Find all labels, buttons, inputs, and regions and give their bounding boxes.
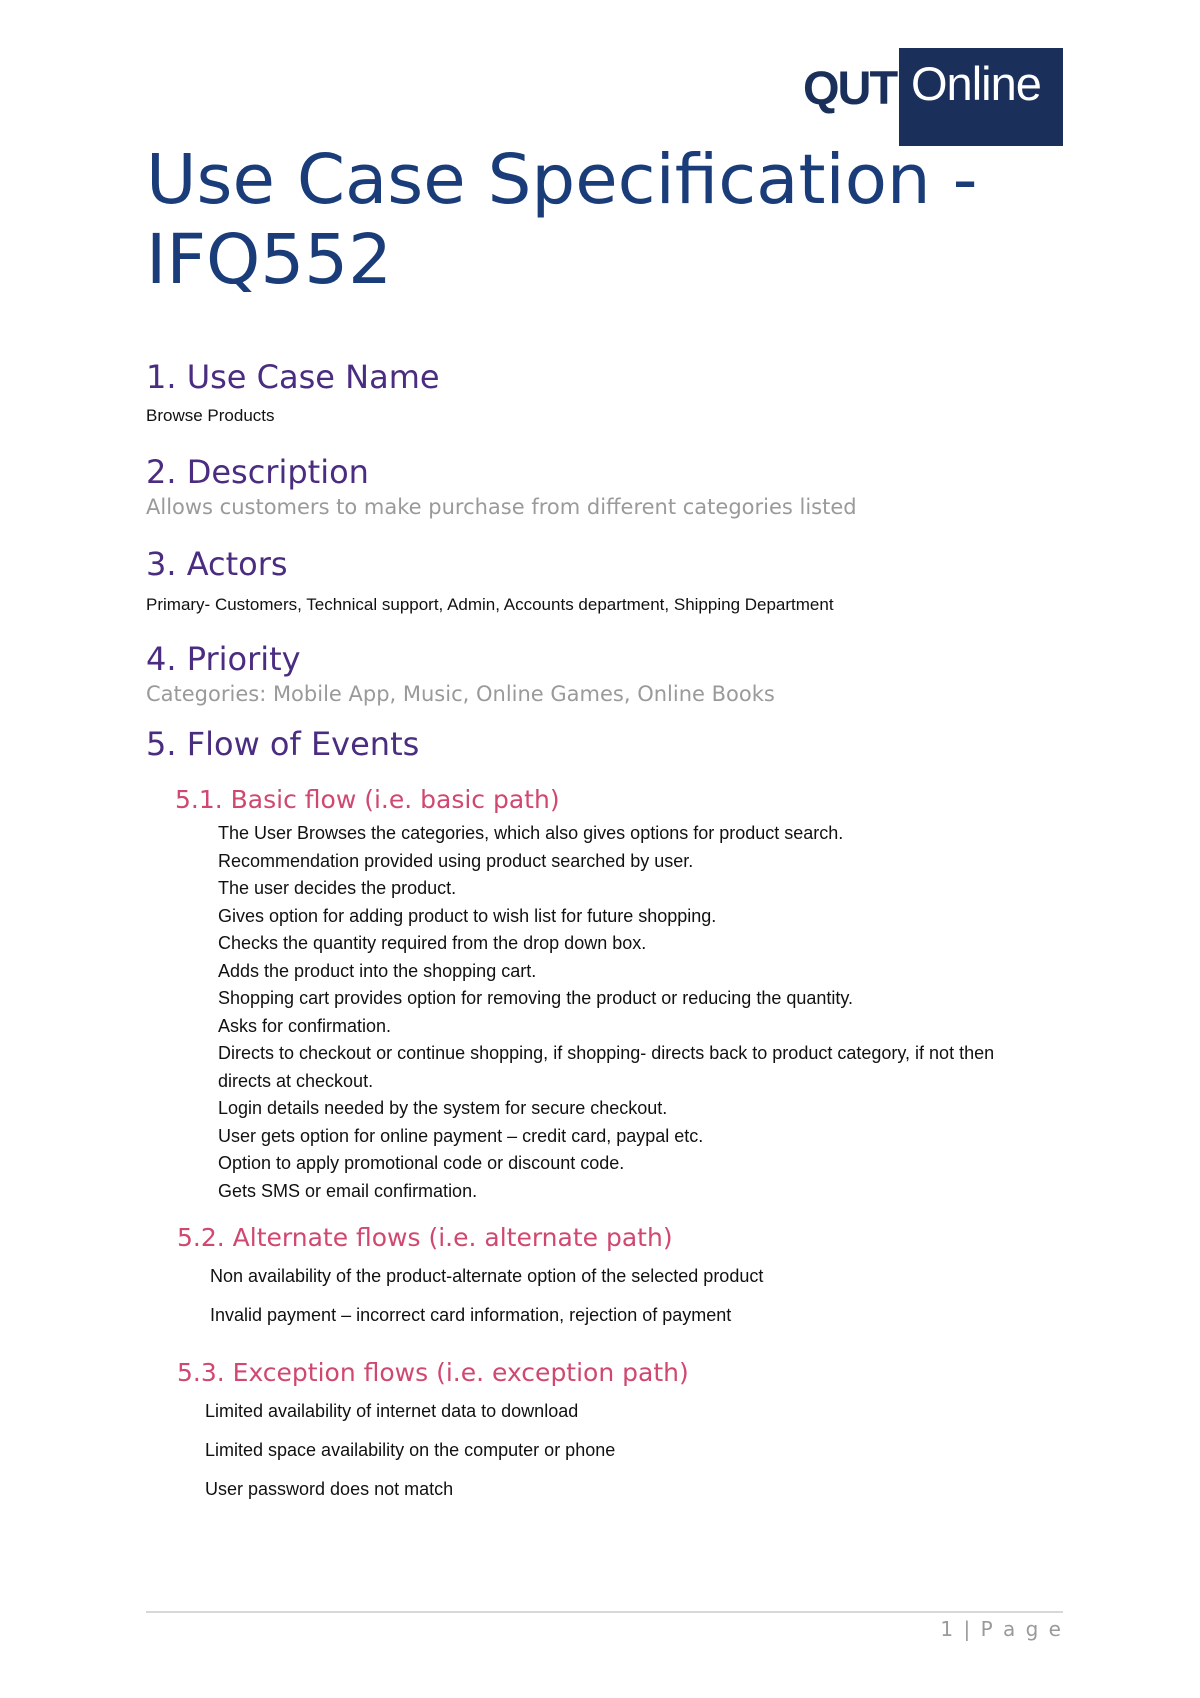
alternate-flow-item: Non availability of the product-alternate option of the selected product [210, 1266, 764, 1286]
exception-flow-item: User password does not match [205, 1479, 454, 1499]
alternate-flows-list [210, 1257, 763, 1335]
basic-flow-step: Gives option for adding product to wish list for future shopping. [218, 905, 717, 926]
heading-priority: 4. Priority [146, 640, 301, 678]
exception-flow-item: Limited space availability on the computer or phone [205, 1440, 616, 1460]
basic-flow-step: Shopping cart provides option for removing the product or reducing the quantity. [218, 988, 854, 1008]
alternate-flow-item: Invalid payment – incorrect card information, rejection of payment [210, 1305, 732, 1325]
heading-alternate-flows: 5.2. Alternate flows (i.e. alternate path) [177, 1223, 673, 1252]
qut-online-logo [803, 48, 1063, 146]
heading-basic-flow: 5.1. Basic flow (i.e. basic path) [175, 785, 560, 814]
heading-use-case-name: 1. Use Case Name [146, 358, 440, 396]
heading-exception-flows: 5.3. Exception flows (i.e. exception path) [177, 1358, 689, 1387]
basic-flow-list [218, 820, 1038, 1205]
document-title: Use Case Specification -IFQ552 [146, 140, 978, 300]
basic-flow-step: The user decides the product. [218, 878, 457, 898]
actors-text: Primary- Customers, Technical support, Admin, Accounts department, Shipping Department [146, 595, 834, 614]
exception-flows-list [205, 1392, 615, 1509]
logo-online-box [899, 48, 1063, 146]
logo-online-text: Online [911, 57, 1041, 110]
footer-divider [146, 1611, 1063, 1613]
basic-flow-step: Recommendation provided using product searched by user. [218, 850, 694, 871]
page-number: 1 | P a g e [940, 1617, 1063, 1641]
basic-flow-step: Option to apply promotional code or discount code. [218, 1153, 625, 1173]
basic-flow-step: Adds the product into the shopping cart. [218, 960, 537, 981]
description-text: Allows customers to make purchase from different categories listed [146, 495, 857, 519]
basic-flow-step: Asks for confirmation. [218, 1015, 392, 1036]
heading-description: 2. Description [146, 453, 369, 491]
use-case-name-text: Browse Products [146, 406, 275, 425]
heading-flow-of-events: 5. Flow of Events [146, 725, 420, 763]
basic-flow-step: Directs to checkout or continue shopping, if shopping- directs back to product category, if not then directs at checkout. [218, 1043, 995, 1091]
logo-qut-text: QUT [803, 61, 897, 114]
basic-flow-step: Login details needed by the system for secure checkout. [218, 1098, 668, 1118]
heading-actors: 3. Actors [146, 545, 288, 583]
basic-flow-step: The User Browses the categories, which also gives options for product search. [218, 823, 844, 843]
basic-flow-step: Gets SMS or email confirmation. [218, 1180, 478, 1201]
exception-flow-item: Limited availability of internet data to download [205, 1401, 579, 1421]
basic-flow-step: Checks the quantity required from the drop down box. [218, 933, 647, 953]
priority-text: Categories: Mobile App, Music, Online Games, Online Books [146, 682, 775, 706]
basic-flow-step: User gets option for online payment – credit card, paypal etc. [218, 1125, 704, 1146]
